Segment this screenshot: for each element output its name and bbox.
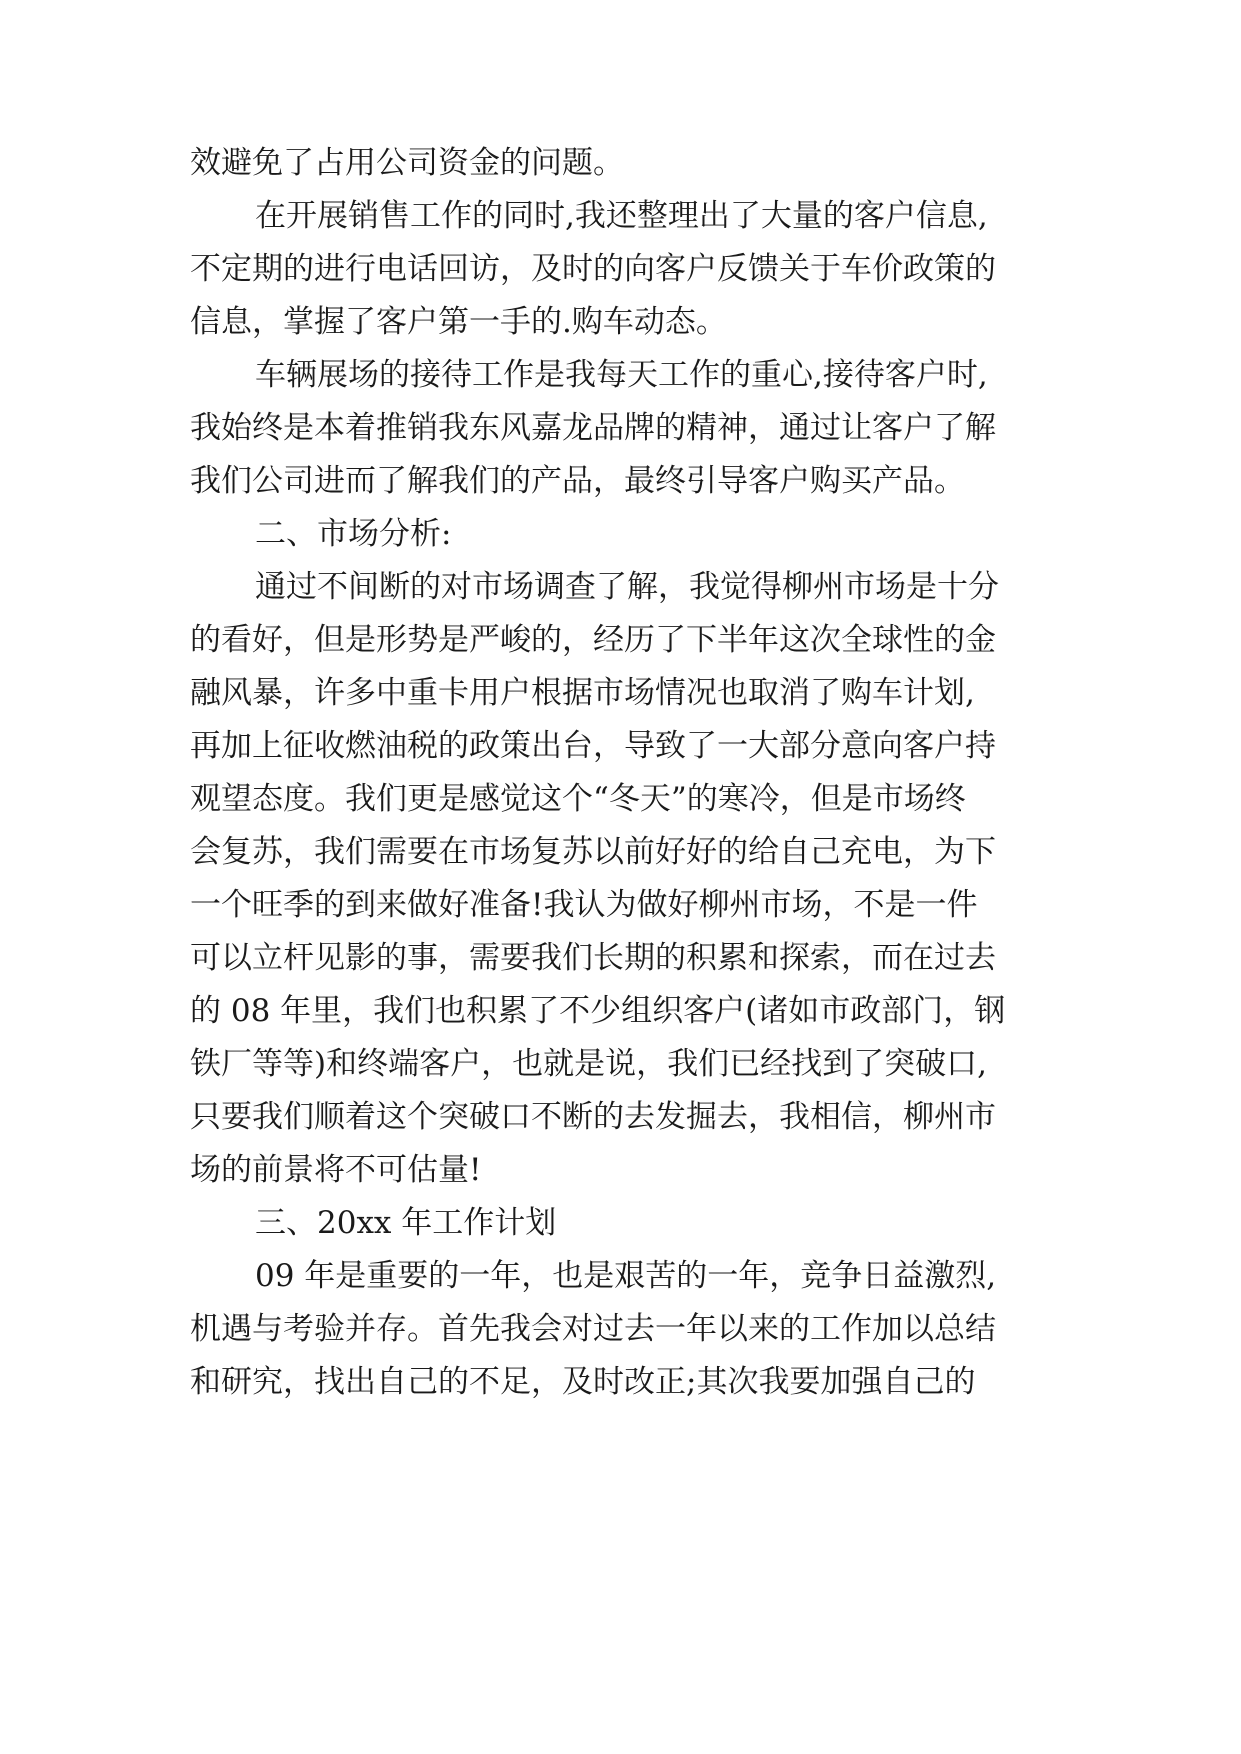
text-line: 我们公司进而了解我们的产品，最终引导客户购买产品。 [190,463,965,499]
paragraph-start-line: 车辆展场的接待工作是我每天工作的重心,接待客户时, [255,357,988,393]
text-line: 只要我们顺着这个突破口不断的去发掘去，我相信，柳州市 [190,1099,996,1135]
text-line: 效避免了占用公司资金的问题。 [190,145,624,181]
text-line: 可以立杆见影的事，需要我们长期的积累和探索，而在过去 [190,940,996,976]
text-line: 我始终是本着推销我东风嘉龙品牌的精神，通过让客户了解 [190,410,996,446]
text-line: 场的前景将不可估量! [190,1152,482,1188]
text-line: 观望态度。我们更是感觉这个“冬天”的寒冷，但是市场终 [190,781,966,817]
text-line: 再加上征收燃油税的政策出台，导致了一大部分意向客户持 [190,728,996,764]
text-line: 不定期的进行电话回访，及时的向客户反馈关于车价政策的 [190,251,996,287]
paragraph-start-line: 在开展销售工作的同时,我还整理出了大量的客户信息, [255,198,988,234]
text-line: 会复苏，我们需要在市场复苏以前好好的给自己充电，为下 [190,834,996,870]
text-line: 信息，掌握了客户第一手的.购车动态。 [190,304,727,340]
text-line: 铁厂等等)和终端客户，也就是说，我们已经找到了突破口, [190,1046,987,1082]
text-line: 的 08 年里，我们也积累了不少组织客户(诸如市政部门，钢 [190,993,1006,1029]
paragraph-start-line: 通过不间断的对市场调查了解，我觉得柳州市场是十分 [255,569,999,605]
text-line: 机遇与考验并存。首先我会对过去一年以来的工作加以总结 [190,1311,996,1347]
text-line: 一个旺季的到来做好准备!我认为做好柳州市场，不是一件 [190,887,978,923]
section-heading-market-analysis: 二、市场分析: [255,516,452,552]
section-heading-work-plan: 三、20xx 年工作计划 [255,1205,557,1241]
text-line: 的看好，但是形势是严峻的，经历了下半年这次全球性的金 [190,622,996,658]
text-line: 和研究，找出自己的不足，及时改正;其次我要加强自己的 [190,1364,976,1400]
text-line: 融风暴，许多中重卡用户根据市场情况也取消了购车计划, [190,675,975,711]
paragraph-start-line: 09 年是重要的一年，也是艰苦的一年，竞争日益激烈, [255,1258,997,1294]
